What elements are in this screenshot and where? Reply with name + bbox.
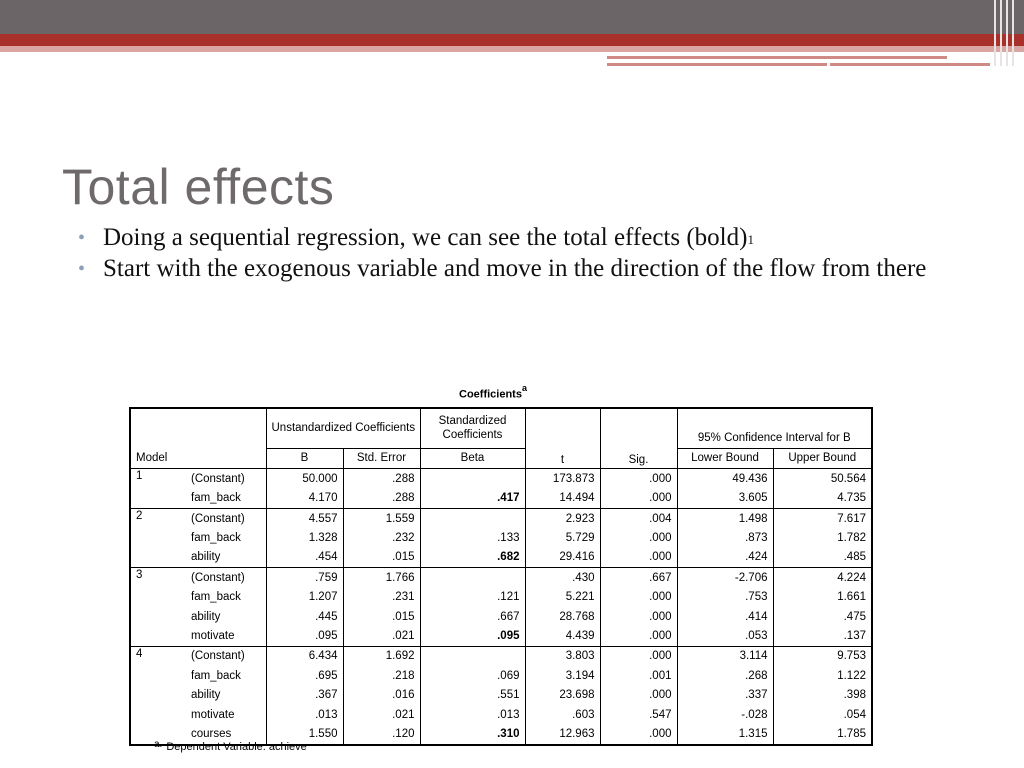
lower-bound-cell: .424 [677, 548, 773, 568]
model-cell [130, 528, 186, 547]
beta-cell: .121 [420, 588, 525, 607]
std-error-cell: .232 [343, 528, 420, 547]
table-row [130, 508, 872, 528]
b-cell: 4.170 [266, 489, 343, 509]
model-cell: 3 [130, 568, 186, 588]
b-cell: .695 [266, 666, 343, 685]
variable-cell: ability [191, 610, 221, 623]
model-cell [130, 626, 186, 646]
t-cell: 3.194 [525, 666, 600, 685]
table-row [130, 588, 872, 607]
bullet-icon: • [78, 227, 86, 249]
footnote-marker: a. [154, 739, 163, 750]
lower-bound-cell: 3.605 [677, 489, 773, 509]
variable-cell: (Constant) [186, 568, 266, 588]
variable-cell: ability [191, 551, 221, 564]
std-error-cell: .231 [343, 588, 420, 607]
table-footnote [154, 741, 307, 753]
b-cell: 6.434 [266, 646, 343, 666]
header-beta: Beta [420, 448, 525, 468]
upper-bound-cell: 1.785 [773, 724, 872, 744]
bullet-item [78, 224, 978, 251]
header-row-group [130, 408, 872, 428]
sig-cell: .000 [600, 528, 677, 547]
upper-bound-cell: 50.564 [773, 469, 872, 489]
lower-bound-cell: .337 [677, 685, 773, 704]
t-cell: 12.963 [525, 724, 600, 744]
upper-bound-cell: .137 [773, 626, 872, 646]
variable-cell: (Constant) [186, 646, 266, 666]
beta-cell: .667 [420, 607, 525, 626]
std-error-cell: 1.559 [343, 508, 420, 528]
variable-cell: (Constant) [186, 508, 266, 528]
upper-bound-cell: 1.782 [773, 528, 872, 547]
std-error-cell: .218 [343, 666, 420, 685]
beta-cell [420, 568, 525, 588]
b-cell: 4.557 [266, 508, 343, 528]
variable-cell: fam_back [191, 669, 241, 682]
lower-bound-cell: .753 [677, 588, 773, 607]
std-error-cell: .015 [343, 548, 420, 568]
t-cell: 14.494 [525, 489, 600, 509]
header-vertical-line [1006, 0, 1008, 66]
table-row [130, 666, 872, 685]
table-row [130, 646, 872, 666]
upper-bound-cell: .054 [773, 705, 872, 724]
lower-bound-cell: .053 [677, 626, 773, 646]
beta-cell [420, 646, 525, 666]
slide-title: Total effects [62, 159, 335, 215]
sig-cell: .667 [600, 568, 677, 588]
upper-bound-cell: .475 [773, 607, 872, 626]
std-error-cell: 1.692 [343, 646, 420, 666]
b-cell: .454 [266, 548, 343, 568]
beta-cell: .551 [420, 685, 525, 704]
table-row [130, 469, 872, 489]
header-std-error: Std. Error [343, 448, 420, 468]
header-t: t [525, 408, 600, 469]
table-row [130, 548, 872, 568]
beta-cell: .682 [420, 548, 525, 568]
upper-bound-cell: .485 [773, 548, 872, 568]
b-cell: .759 [266, 568, 343, 588]
lower-bound-cell: -2.706 [677, 568, 773, 588]
header-unstandardized: Unstandardized Coefficients [266, 408, 420, 448]
lower-bound-cell: 1.315 [677, 724, 773, 744]
std-error-cell: .016 [343, 685, 420, 704]
header-b: B [266, 448, 343, 468]
beta-cell: .013 [420, 705, 525, 724]
lower-bound-cell: 49.436 [677, 469, 773, 489]
std-error-cell: .021 [343, 626, 420, 646]
lower-bound-cell: .873 [677, 528, 773, 547]
header-lower-bound: Lower Bound [677, 448, 773, 468]
lower-bound-cell: 3.114 [677, 646, 773, 666]
beta-cell [420, 469, 525, 489]
upper-bound-cell: 1.661 [773, 588, 872, 607]
beta-cell: .069 [420, 666, 525, 685]
model-cell [130, 588, 186, 607]
b-cell: .095 [266, 626, 343, 646]
lower-bound-cell: .414 [677, 607, 773, 626]
b-cell: 1.207 [266, 588, 343, 607]
table-row [130, 626, 872, 646]
model-cell [130, 666, 186, 685]
sig-cell: .000 [600, 607, 677, 626]
header-upper-bound: Upper Bound [773, 448, 872, 468]
b-cell: 1.328 [266, 528, 343, 547]
std-error-cell: .021 [343, 705, 420, 724]
upper-bound-cell: 9.753 [773, 646, 872, 666]
b-cell: 1.550 [266, 724, 343, 744]
lower-bound-cell: .268 [677, 666, 773, 685]
header-bar-gray [0, 0, 1024, 34]
bullet-list [78, 224, 978, 286]
sig-cell: .000 [600, 588, 677, 607]
std-error-cell: .288 [343, 469, 420, 489]
variable-cell: motivate [191, 629, 235, 642]
table-row [130, 705, 872, 724]
t-cell: 28.768 [525, 607, 600, 626]
model-cell [130, 685, 186, 704]
sig-cell: .001 [600, 666, 677, 685]
bullet-text: Start with the exogenous variable and move in the direction of the flow from there [103, 255, 927, 282]
upper-bound-cell: .398 [773, 685, 872, 704]
header-vertical-line [1012, 0, 1014, 66]
beta-cell: .133 [420, 528, 525, 547]
bullet-item [78, 255, 978, 282]
t-cell: 23.698 [525, 685, 600, 704]
model-cell: 4 [130, 646, 186, 666]
b-cell: .445 [266, 607, 343, 626]
t-cell: 2.923 [525, 508, 600, 528]
model-cell: 1 [136, 470, 143, 483]
header-bar-red [0, 34, 1024, 46]
t-cell: 4.439 [525, 626, 600, 646]
header-model: Model [130, 448, 266, 468]
t-cell: 5.729 [525, 528, 600, 547]
coefficients-table [129, 407, 873, 746]
variable-cell: fam_back [191, 492, 241, 505]
footnote-ref: 1 [747, 232, 754, 247]
std-error-cell: .288 [343, 489, 420, 509]
t-cell: 173.873 [525, 469, 600, 489]
header-strip [607, 63, 827, 66]
header-vertical-line [1000, 0, 1002, 66]
t-cell: 5.221 [525, 588, 600, 607]
upper-bound-cell: 4.735 [773, 489, 872, 509]
table-row [130, 528, 872, 547]
variable-cell: courses [191, 727, 232, 740]
variable-cell: ability [191, 689, 221, 702]
sig-cell: .000 [600, 646, 677, 666]
bullet-text: Doing a sequential regression, we can see the total effects (bold) [103, 224, 748, 251]
sig-cell: .000 [600, 685, 677, 704]
table-title-sup: a [521, 383, 527, 393]
std-error-cell: .015 [343, 607, 420, 626]
footnote-text: Dependent Variable: achieve [166, 741, 307, 753]
b-cell: .013 [266, 705, 343, 724]
upper-bound-cell: 4.224 [773, 568, 872, 588]
t-cell: 29.416 [525, 548, 600, 568]
beta-cell: .310 [420, 724, 525, 744]
header-confidence-interval: 95% Confidence Interval for B [677, 428, 872, 448]
model-cell [130, 705, 186, 724]
upper-bound-cell: 7.617 [773, 508, 872, 528]
variable-cell: fam_back [191, 591, 241, 604]
table-title-text: Coefficients [459, 388, 522, 401]
header-sig: Sig. [600, 408, 677, 469]
header-strip [830, 63, 990, 66]
header-strip [607, 56, 947, 59]
sig-cell: .000 [600, 626, 677, 646]
std-error-cell: 1.766 [343, 568, 420, 588]
beta-cell [420, 508, 525, 528]
beta-cell: .417 [420, 489, 525, 509]
model-cell [130, 489, 186, 509]
header-vertical-line [994, 0, 996, 66]
sig-cell: .000 [600, 469, 677, 489]
variable-cell: motivate [191, 708, 235, 721]
table-row [130, 607, 872, 626]
variable-cell: (Constant) [191, 472, 245, 485]
model-cell [130, 548, 186, 568]
lower-bound-cell: -.028 [677, 705, 773, 724]
table-row [130, 568, 872, 588]
table-row [130, 685, 872, 704]
std-error-cell: .120 [343, 724, 420, 744]
t-cell: 3.803 [525, 646, 600, 666]
b-cell: 50.000 [266, 469, 343, 489]
table-title [459, 385, 527, 401]
header-bar-pink [0, 46, 1024, 52]
beta-cell: .095 [420, 626, 525, 646]
sig-cell: .000 [600, 489, 677, 509]
b-cell: .367 [266, 685, 343, 704]
sig-cell: .000 [600, 548, 677, 568]
table-row [130, 489, 872, 509]
model-cell [130, 607, 186, 626]
t-cell: .603 [525, 705, 600, 724]
variable-cell: fam_back [191, 532, 241, 545]
sig-cell: .004 [600, 508, 677, 528]
sig-cell: .000 [600, 724, 677, 744]
t-cell: .430 [525, 568, 600, 588]
bullet-icon: • [78, 258, 86, 280]
lower-bound-cell: 1.498 [677, 508, 773, 528]
header-standardized: Standardized Coefficients [420, 408, 525, 448]
upper-bound-cell: 1.122 [773, 666, 872, 685]
sig-cell: .547 [600, 705, 677, 724]
header-row-columns [130, 448, 872, 468]
model-cell: 2 [130, 508, 186, 528]
